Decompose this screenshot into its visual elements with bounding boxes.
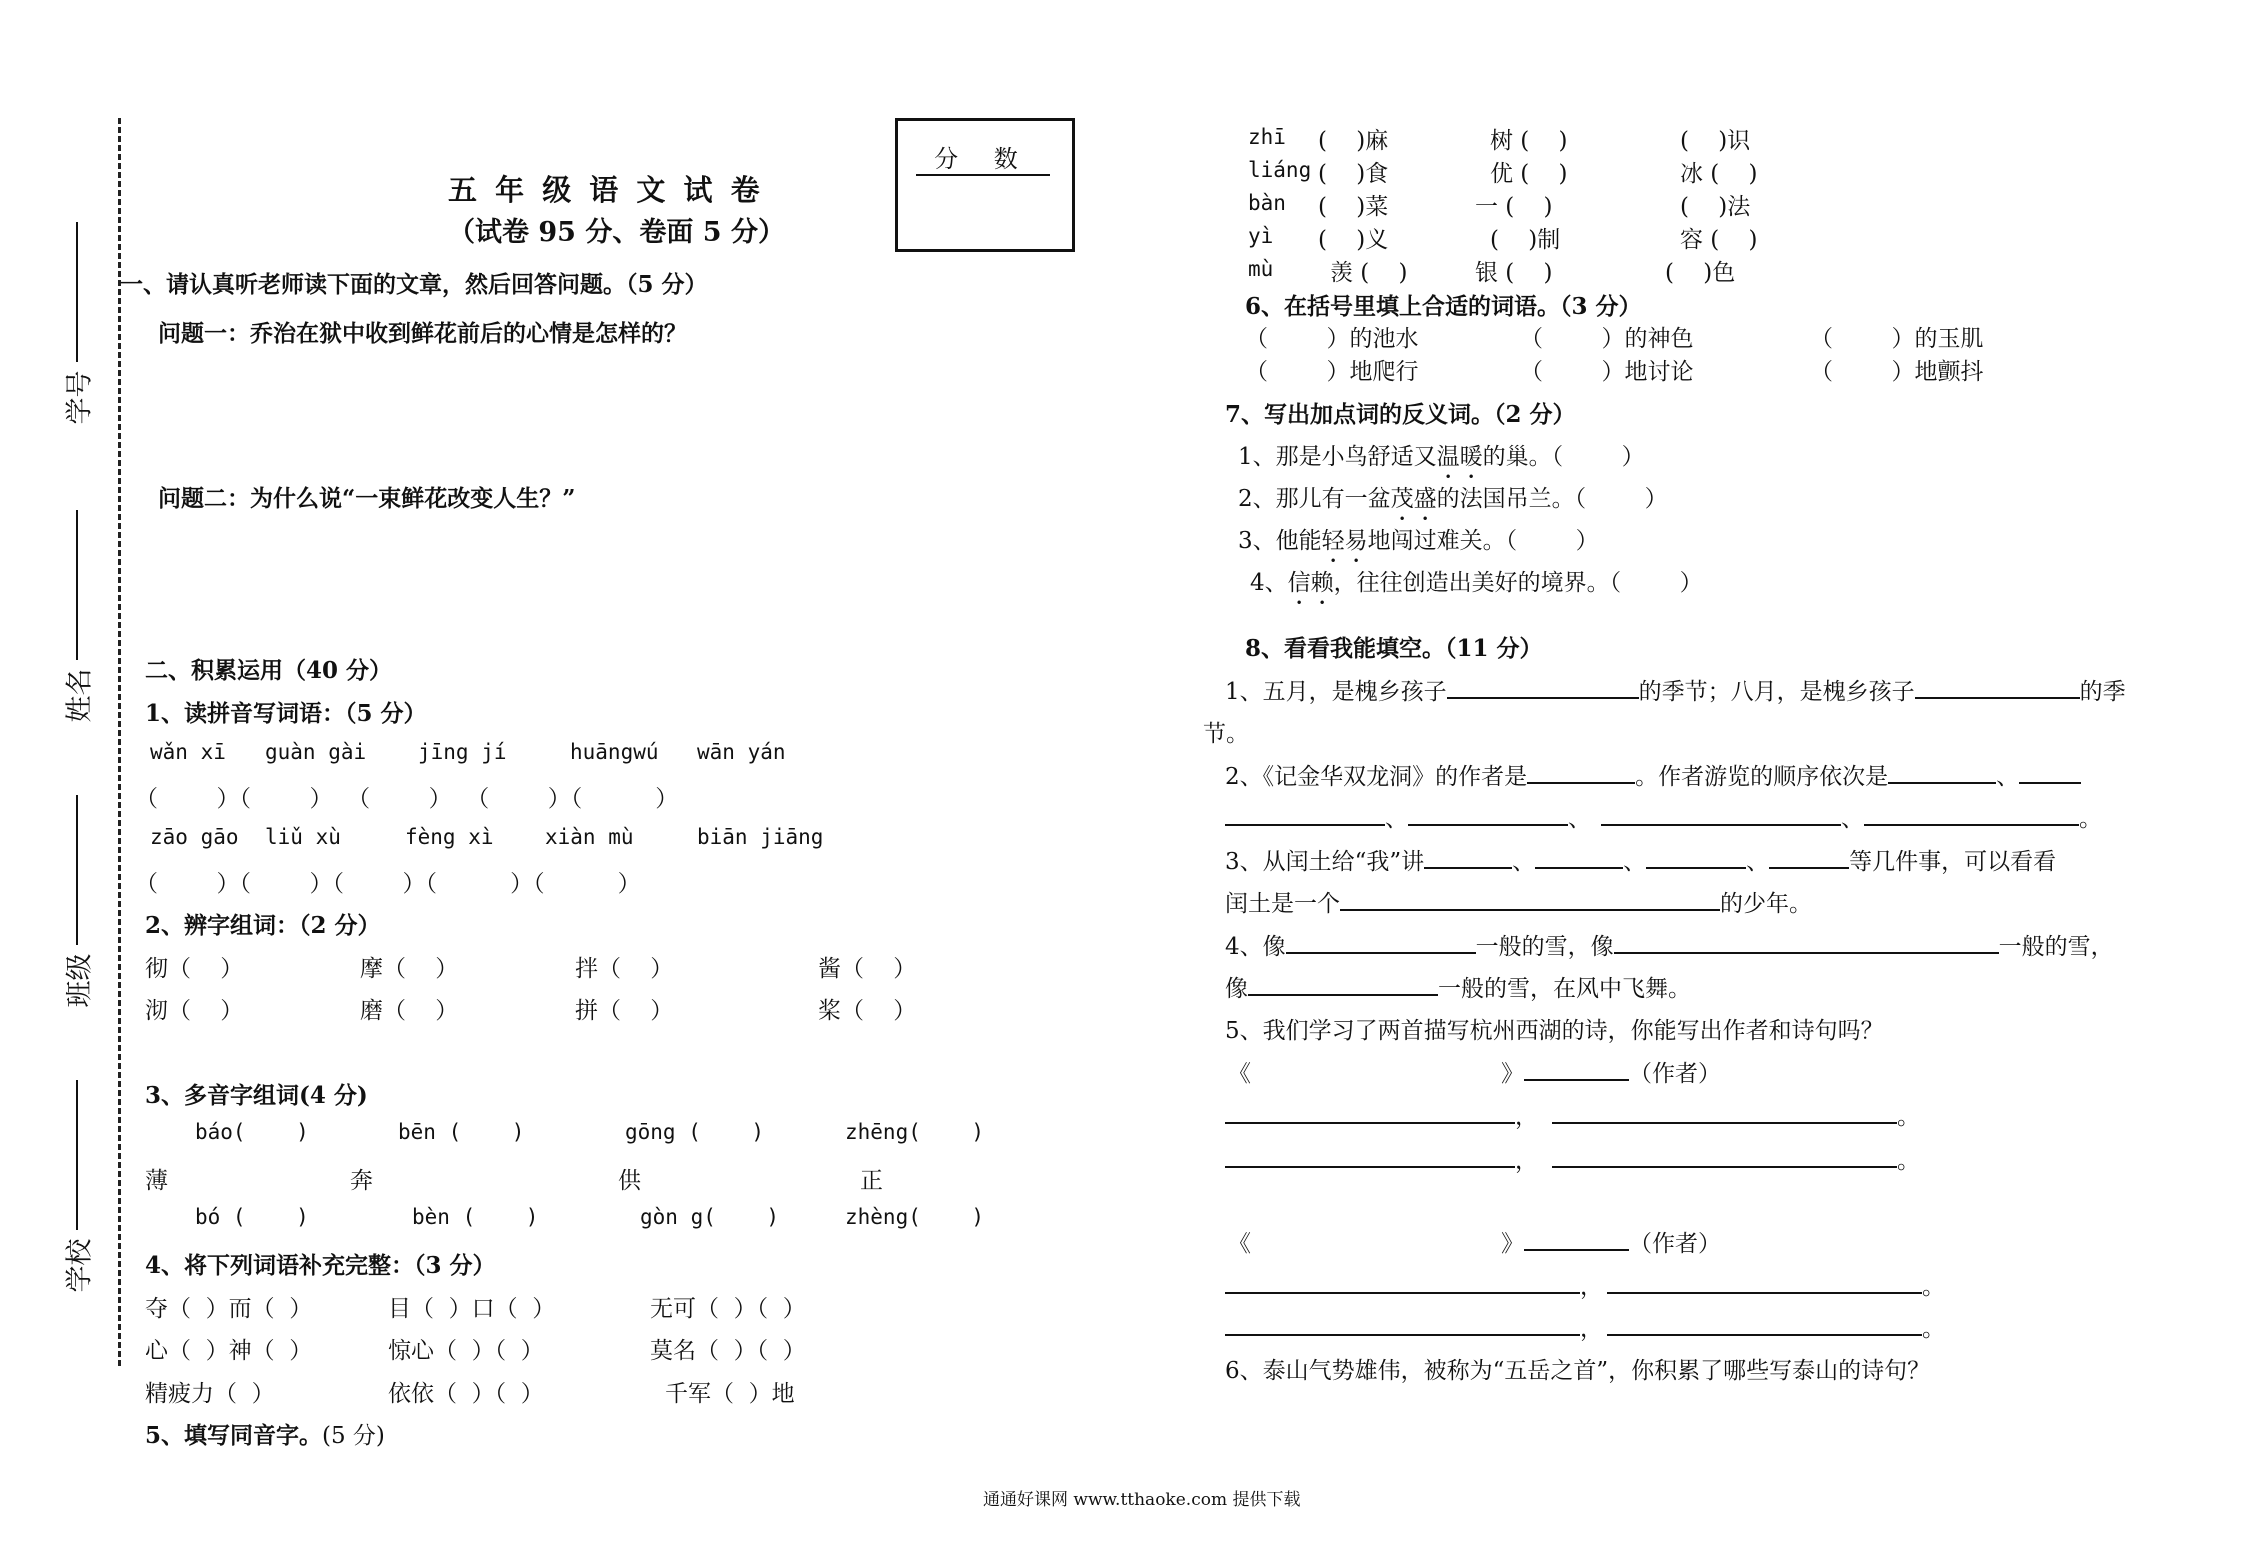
q8-line5: 5、我们学习了两首描写杭州西湖的诗，你能写出作者和诗句吗？ xyxy=(1225,1018,1884,1044)
class-label: 班级 xyxy=(64,953,96,1008)
homophone-item[interactable]: ( )麻 xyxy=(1318,128,1389,154)
pinyin-item: liǔ xù xyxy=(265,825,341,849)
pinyin-item: wān yán xyxy=(697,740,786,764)
section2-heading: 二、积累运用（40 分） xyxy=(145,657,393,684)
homophone-item[interactable]: 羡 ( ) xyxy=(1330,260,1408,286)
pinyin-item: xiàn mù xyxy=(545,825,634,849)
q5-heading-line xyxy=(145,1417,385,1450)
pinyin-item[interactable]: bèn ( ) xyxy=(412,1205,539,1229)
idiom-item[interactable]: 无可（ ）（ ） xyxy=(650,1296,806,1322)
fold-line xyxy=(118,118,121,1366)
blank[interactable] xyxy=(2019,758,2081,784)
homophone-pinyin: bàn xyxy=(1248,191,1286,215)
idiom-item[interactable]: 夺（ ）而（ ） xyxy=(145,1296,313,1322)
pinyin-item: jīng jí xyxy=(418,740,507,764)
blank[interactable] xyxy=(1552,1142,1897,1168)
pinyin-item: guàn gài xyxy=(265,740,367,764)
blank[interactable] xyxy=(1915,673,2080,699)
poem-line-row xyxy=(1225,1098,1920,1131)
blank[interactable] xyxy=(1552,1098,1897,1124)
score-label: 分 数 xyxy=(916,139,1050,176)
author-blank[interactable] xyxy=(1524,1225,1629,1251)
blank[interactable] xyxy=(1601,800,1841,826)
word-item[interactable]: 沏（ ） xyxy=(145,998,244,1024)
class-line[interactable] xyxy=(76,795,78,945)
homophone-item[interactable]: 优 ( ) xyxy=(1490,161,1568,187)
school-line[interactable] xyxy=(76,1080,78,1230)
text: 的少年。 xyxy=(1720,891,1812,917)
antonym-pre: 2、那儿有一盆 xyxy=(1238,486,1391,512)
page-title: 五 年 级 语 文 试 卷 xyxy=(448,173,764,207)
word-item[interactable]: 桨（ ） xyxy=(818,998,917,1024)
blank[interactable] xyxy=(1248,970,1438,996)
antonym-pre: 3、他能 xyxy=(1238,528,1322,554)
blank[interactable] xyxy=(1225,800,1385,826)
text: （作者） xyxy=(1629,1061,1721,1087)
word-item[interactable]: 摩（ ） xyxy=(360,956,459,982)
name-line[interactable] xyxy=(76,510,78,660)
antonym-item[interactable] xyxy=(1250,564,1703,610)
phrase-item[interactable]: （ ）地爬行 xyxy=(1245,359,1419,385)
poem-line-row xyxy=(1225,1142,1920,1175)
pinyin-item: zāo gāo xyxy=(150,825,239,849)
q5-score: (5 分) xyxy=(322,1423,385,1449)
page-subtitle: （试卷 95 分、卷面 5 分） xyxy=(448,217,785,248)
pinyin-item: biān jiāng xyxy=(697,825,824,849)
text: 像 xyxy=(1225,976,1248,1002)
q6-heading: 6、在括号里填上合适的词语。（3 分） xyxy=(1245,293,1642,320)
blank[interactable] xyxy=(1614,928,1999,954)
phrase-item[interactable]: （ ）的神色 xyxy=(1520,326,1694,352)
idiom-item[interactable]: 精疲力（ ） xyxy=(145,1381,275,1407)
text: 2、《记金华双龙洞》的作者是 xyxy=(1225,764,1528,790)
homophone-item[interactable]: 容 ( ) xyxy=(1680,227,1758,253)
blank[interactable] xyxy=(1424,843,1512,869)
dotted-word: 轻易 xyxy=(1321,528,1368,554)
text: 的季节；八月，是槐乡孩子 xyxy=(1638,679,1915,705)
homophone-item[interactable]: 冰 ( ) xyxy=(1680,161,1758,187)
q8-line3 xyxy=(1225,843,2056,876)
pinyin-item[interactable]: bó ( ) xyxy=(195,1205,309,1229)
homophone-item[interactable]: ( )法 xyxy=(1680,194,1751,220)
antonym-post: ，往往创造出美好的境界。（ ） xyxy=(1333,570,1703,596)
phrase-item[interactable]: （ ）地讨论 xyxy=(1520,359,1694,385)
q8-line6: 6、泰山气势雄伟，被称为“五岳之首”，你积累了哪些写泰山的诗句？ xyxy=(1225,1358,1931,1384)
q8-line4-cont xyxy=(1225,970,1691,1003)
pinyin-item: huāngwú xyxy=(570,740,659,764)
answer-brackets[interactable]: （ ）（ ）（ ）（ ）（ ） xyxy=(135,871,641,897)
text: 4、像 xyxy=(1225,934,1286,960)
pinyin-item[interactable]: bēn ( ) xyxy=(398,1120,525,1144)
text: 1、五月，是槐乡孩子 xyxy=(1225,679,1447,705)
pinyin-item[interactable]: báo( ) xyxy=(195,1120,309,1144)
phrase-item[interactable]: （ ）的玉肌 xyxy=(1810,326,1984,352)
dotted-word: 茂盛 xyxy=(1390,486,1437,512)
polyphone-char: 供 xyxy=(618,1168,641,1194)
text: 闰土是一个 xyxy=(1225,891,1340,917)
school-label: 学校 xyxy=(64,1238,96,1293)
pinyin-item[interactable]: gōng ( ) xyxy=(625,1120,765,1144)
blank[interactable] xyxy=(1607,1268,1922,1294)
blank[interactable] xyxy=(1447,673,1639,699)
text: 一般的雪，在风中飞舞。 xyxy=(1438,976,1691,1002)
antonym-post: 的法国吊兰。（ ） xyxy=(1436,486,1668,512)
blank[interactable] xyxy=(1225,1098,1515,1124)
homophone-pinyin: liáng xyxy=(1248,158,1312,182)
text: 《 xyxy=(1228,1061,1251,1087)
homophone-item[interactable]: ( )识 xyxy=(1680,128,1751,154)
q5-heading: 5、填写同音字。 xyxy=(145,1422,323,1449)
antonym-item[interactable] xyxy=(1238,438,1645,484)
q3-heading: 3、多音字组词(4 分) xyxy=(145,1082,368,1109)
homophone-pinyin: yì xyxy=(1248,224,1274,248)
word-item[interactable]: 彻（ ） xyxy=(145,956,244,982)
name-field[interactable] xyxy=(50,510,104,731)
text: 一般的雪， xyxy=(1998,934,2114,960)
homophone-item[interactable]: ( )义 xyxy=(1318,227,1389,253)
q8-line2-cont xyxy=(1225,800,2102,833)
answer-brackets[interactable]: （ ）（ ） （ ） （ ）（ ） xyxy=(135,786,679,812)
blank[interactable] xyxy=(1535,843,1623,869)
q2-heading: 2、辨字组词：（2 分） xyxy=(145,912,381,939)
text: 、 xyxy=(1385,806,1408,832)
idiom-item[interactable]: 依依（ ）（ ） xyxy=(388,1381,544,1407)
blank[interactable] xyxy=(1527,758,1635,784)
text: ， xyxy=(1580,1274,1603,1300)
text: （作者） xyxy=(1629,1231,1721,1257)
section1-question2: 问题二：为什么说“一束鲜花改变人生？” xyxy=(158,485,576,512)
text: 、 xyxy=(1512,849,1536,875)
score-box[interactable] xyxy=(895,118,1075,252)
footer-credit: 通通好课网 www.tthaoke.com 提供下载 xyxy=(983,1490,1301,1510)
antonym-post: 的巢。（ ） xyxy=(1482,444,1645,470)
blank[interactable] xyxy=(1769,843,1849,869)
text: 、 xyxy=(1568,806,1591,832)
pinyin-item[interactable]: gòn g( ) xyxy=(640,1205,780,1229)
text: ， xyxy=(1515,1148,1538,1174)
idiom-item[interactable]: 惊心（ ）（ ） xyxy=(388,1338,544,1364)
phrase-item[interactable]: （ ）的池水 xyxy=(1245,326,1419,352)
section1-question1: 问题一：乔治在狱中收到鲜花前后的心情是怎样的？ xyxy=(158,320,687,347)
q8-line3-cont xyxy=(1225,885,1812,918)
text: 3、从闰土给“我”讲 xyxy=(1225,849,1425,875)
dotted-word: 温暖 xyxy=(1436,444,1483,470)
polyphone-char: 薄 xyxy=(145,1168,168,1194)
pinyin-item[interactable]: zhèng( ) xyxy=(845,1205,985,1229)
pinyin-item[interactable]: zhēng( ) xyxy=(845,1120,985,1144)
text: ， xyxy=(1515,1104,1538,1130)
blank[interactable] xyxy=(1225,1310,1580,1336)
name-label: 姓名 xyxy=(64,668,96,723)
poem1-title-row xyxy=(1228,1055,1721,1088)
phrase-item[interactable]: （ ）地颤抖 xyxy=(1810,359,1984,385)
q8-heading: 8、看看我能填空。（11 分） xyxy=(1245,635,1543,662)
pinyin-item: wǎn xī xyxy=(150,740,226,764)
text: 》 xyxy=(1501,1231,1524,1257)
pinyin-item: fèng xì xyxy=(405,825,494,849)
text: 等几件事，可以看看 xyxy=(1849,849,2057,875)
poem2-title-row xyxy=(1228,1225,1721,1258)
word-item[interactable]: 拼（ ） xyxy=(575,998,674,1024)
antonym-pre: 1、那是小鸟舒适又 xyxy=(1238,444,1437,470)
idiom-item[interactable]: 心（ ）神（ ） xyxy=(145,1338,313,1364)
text: 《 xyxy=(1228,1231,1251,1257)
class-field[interactable] xyxy=(50,795,104,1016)
student-no-label: 学号 xyxy=(64,370,96,425)
q1-heading: 1、读拼音写词语：（5 分） xyxy=(145,700,427,727)
homophone-pinyin: mù xyxy=(1248,257,1274,281)
text: 的季 xyxy=(2079,679,2126,705)
text: 、 xyxy=(1996,764,2020,790)
idiom-item[interactable]: 目（ ）口（ ） xyxy=(388,1296,556,1322)
blank[interactable] xyxy=(1888,758,1996,784)
poem-line-row xyxy=(1225,1310,1945,1343)
blank[interactable] xyxy=(1646,843,1746,869)
blank[interactable] xyxy=(1340,885,1720,911)
text: 。 xyxy=(2079,806,2102,832)
polyphone-char: 奔 xyxy=(350,1168,373,1194)
polyphone-char: 正 xyxy=(860,1168,883,1194)
dotted-word: 信赖 xyxy=(1287,570,1334,596)
student-no-line[interactable] xyxy=(76,222,78,362)
q8-line2 xyxy=(1225,758,2081,791)
text: 一般的雪，像 xyxy=(1475,934,1614,960)
blank[interactable] xyxy=(1225,1142,1515,1168)
word-item[interactable]: 酱（ ） xyxy=(818,956,917,982)
q7-heading: 7、写出加点词的反义词。（2 分） xyxy=(1225,401,1576,428)
text: 。 xyxy=(1897,1104,1920,1130)
blank[interactable] xyxy=(1286,928,1476,954)
idiom-item[interactable]: 千军（ ）地 xyxy=(665,1381,795,1407)
text: 》 xyxy=(1501,1061,1524,1087)
antonym-item[interactable] xyxy=(1238,522,1599,568)
text: 、 xyxy=(1746,849,1770,875)
antonym-pre: 4、 xyxy=(1250,570,1288,596)
antonym-post: 地闯过难关。（ ） xyxy=(1367,528,1599,554)
text: 。 xyxy=(1922,1274,1945,1300)
homophone-item[interactable]: ( )色 xyxy=(1665,260,1736,286)
student-no-field[interactable] xyxy=(50,222,104,433)
q8-line1 xyxy=(1225,673,2126,706)
blank[interactable] xyxy=(1607,1310,1922,1336)
blank[interactable] xyxy=(1408,800,1568,826)
section1-heading: 一、请认真听老师读下面的文章，然后回答问题。（5 分） xyxy=(120,271,708,298)
idiom-item[interactable]: 莫名（ ）（ ） xyxy=(650,1338,806,1364)
school-field[interactable] xyxy=(50,1080,104,1301)
q8-line1-cont: 节。 xyxy=(1203,721,1249,747)
homophone-pinyin: zhī xyxy=(1248,125,1286,149)
homophone-item[interactable]: 树 ( ) xyxy=(1490,128,1568,154)
text: 。 xyxy=(1922,1316,1945,1342)
word-item[interactable]: 磨（ ） xyxy=(360,998,459,1024)
q4-heading: 4、将下列词语补充完整：（3 分） xyxy=(145,1252,496,1279)
q8-line4 xyxy=(1225,928,2114,961)
blank[interactable] xyxy=(1864,800,2079,826)
text: 、 xyxy=(1841,806,1864,832)
author-blank[interactable] xyxy=(1524,1055,1629,1081)
homophone-item[interactable]: ( )菜 xyxy=(1318,194,1389,220)
word-item[interactable]: 拌（ ） xyxy=(575,956,674,982)
text: 。作者游览的顺序依次是 xyxy=(1635,764,1889,790)
blank[interactable] xyxy=(1225,1268,1580,1294)
poem-line-row xyxy=(1225,1268,1945,1301)
text: 、 xyxy=(1623,849,1647,875)
text: ， xyxy=(1580,1316,1603,1342)
text: 。 xyxy=(1897,1148,1920,1174)
homophone-item[interactable]: 银 ( ) xyxy=(1475,260,1553,286)
homophone-item[interactable]: 一 ( ) xyxy=(1475,194,1553,220)
antonym-item[interactable] xyxy=(1238,480,1668,526)
homophone-item[interactable]: ( )食 xyxy=(1318,161,1389,187)
homophone-item[interactable]: ( )制 xyxy=(1490,227,1561,253)
